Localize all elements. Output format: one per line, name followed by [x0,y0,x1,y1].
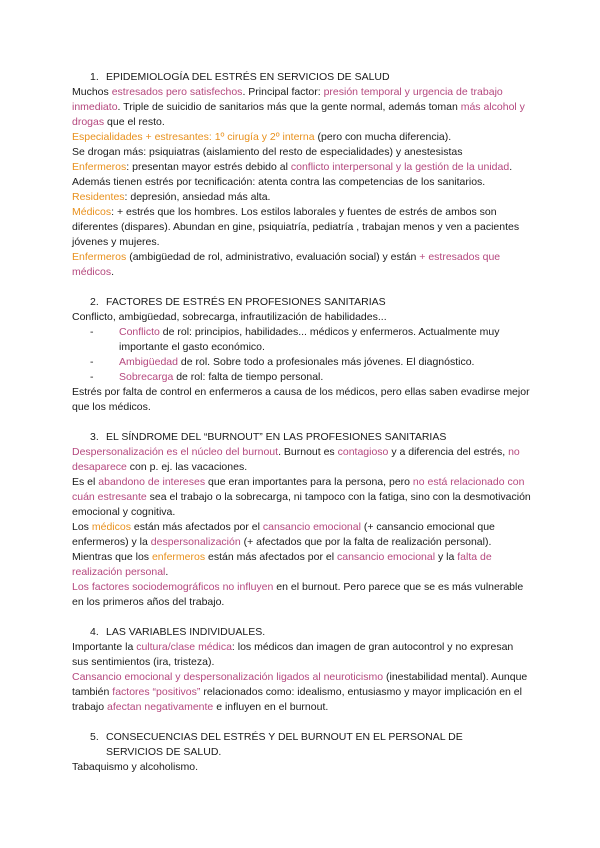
s2-intro: Conflicto, ambigüedad, sobrecarga, infrautilización de habilidades... [72,311,387,323]
s1-p1-text: que el resto. [104,116,165,128]
section-1-number: 1. [90,71,99,83]
s4-paragraph-2 [72,670,532,715]
s3-p3-label: enfermeros [151,551,208,563]
s4-paragraph-1 [72,640,532,670]
dash-bullet: - [90,356,94,368]
s4-p1-highlight: cultura/clase médica [136,641,232,653]
document-page [72,70,532,775]
list-item [72,355,532,370]
s1-p1-highlight-stressed: estresados pero satisfechos [111,86,243,98]
s1-p1-highlight-alcohol: más alcohol y drogas [72,101,525,128]
s1-p6-text: : + estrés que los hombres. Los estilos laborales y fuentes de estrés de ambos son diferentes (dispares). Abundan en gine, psiquiatría, pediatría , trabajan menos y ven a pacientes jóvenes y mujeres. [72,206,520,248]
s3-p1-text: y a diferencia del estrés, [388,446,509,458]
s4-p2-highlight: afectan negativamente [107,701,214,713]
section-2-number: 2. [90,296,99,308]
s1-p7-text: (ambigüedad de rol, administrativo, evaluación social) y están [126,251,420,263]
s1-p4-label: Enfermeros [72,161,127,173]
s1-p2-label: Especialidades + estresantes [72,131,209,143]
s4-p2-text: (inestabilidad mental). Aunque también [72,671,528,698]
s3-p3-highlight: falta de realización personal [72,551,492,578]
section-4-heading [90,625,532,640]
s3-p2-text: que eran importantes para la persona, pero [208,476,413,488]
section-1-title: EPIDEMIOLOGÍA DEL ESTRÉS EN SERVICIOS DE SALUD [106,71,390,83]
spacer [72,715,532,730]
s4-p2-text: relacionados como: idealismo, entusiasmo y mayor implicación en el trabajo [72,686,522,713]
s2-item-2-label: Ambigüedad [119,356,178,368]
list-item [72,370,532,385]
s2-list [72,325,532,385]
s1-p2-highlight: : 1º cirugía y 2º interna [208,131,315,143]
s2-item-2-text: de rol. Sobre todo a profesionales más jóvenes. El diagnóstico. [177,356,475,368]
s3-p1-highlight: Despersonalización es el núcleo del burnout [72,446,279,458]
s3-paragraph-1 [72,445,532,475]
s3-p2-text: sea el trabajo o la sobrecarga, ni tampoco con la fatiga, sino con la desmotivación emocional y cognitiva. [72,491,531,518]
s4-p2-highlight: Cansancio emocional y despersonalización ligados al neuroticismo [72,671,384,683]
s1-p4-text: : presentan mayor estrés debido al [126,161,291,173]
s3-p4-highlight: Los factores sociodemográficos no influyen [72,581,274,593]
s3-p3-highlight: cansancio emocional [337,551,436,563]
section-2-heading [90,295,532,310]
s3-p3-highlight: cansancio emocional [262,521,361,533]
s1-paragraph-2 [72,130,532,145]
section-3-number: 3. [90,431,99,443]
s1-p6-label: Médicos [72,206,112,218]
s1-paragraph-3: Se drogan más: psiquiatras (aislamiento del resto de especialidades) y anestesistas [72,146,463,158]
dash-bullet: - [90,326,94,338]
s1-p2-text: (pero con mucha diferencia). [314,131,452,143]
s2-item-3-label: Sobrecarga [119,371,174,383]
s3-p3-text: y la [435,551,458,563]
s2-item-1-text: de rol: principios, habilidades... médicos y enfermeros. Actualmente muy importante el gasto económico. [119,326,500,353]
s5-paragraph-1: Tabaquismo y alcoholismo. [72,761,199,773]
s3-p3-text: (+ afectados que por la falta de realización personal). Mientras que los [72,536,492,563]
s4-p1-text: : los médicos dan imagen de gran autocontrol y no expresan sus sentimientos (ira, tristeza). [72,641,514,668]
s1-paragraph-7 [72,250,532,280]
spacer [72,610,532,625]
s3-p2-highlight: abandono de intereses [98,476,209,488]
s1-p4-highlight: conflicto interpersonal y la gestión de la unidad [290,161,510,173]
section-3-heading [90,430,532,445]
spacer [72,415,532,430]
s4-p2-text: e influyen en el burnout. [213,701,329,713]
section-2-title: FACTORES DE ESTRÉS EN PROFESIONES SANITARIAS [106,296,386,308]
s3-p2-text: Es el [72,476,99,488]
s3-p4-text: en el burnout. Pero parece que se es más vulnerable en los primeros años del trabajo. [72,581,524,608]
section-5-number: 5. [90,731,99,743]
s2-outro: Estrés por falta de control en enfermeros a causa de los médicos, pero ellas saben evadirse mejor que los médicos. [72,386,530,413]
s3-paragraph-2 [72,475,532,520]
s1-p7-text: . [111,266,115,278]
s3-p3-label: médicos [91,521,131,533]
s4-p2-highlight: factores “positivos” [112,686,201,698]
s3-p1-highlight: no desaparece [72,446,520,473]
section-5-title: CONSECUENCIAS DEL ESTRÉS Y DEL BURNOUT EN EL PERSONAL DE SERVICIOS DE SALUD. [106,731,463,758]
s4-p1-text: Importante la [72,641,137,653]
dash-bullet: - [90,371,94,383]
section-1-heading [90,70,532,85]
s2-item-1-label: Conflicto [119,326,160,338]
s1-p4-text: . Además tienen estrés por tecnificación: atenta contra las competencias de los sanitarios. [72,161,513,188]
section-3-title: EL SÍNDROME DEL “BURNOUT” EN LAS PROFESIONES SANITARIAS [106,431,447,443]
spacer [72,280,532,295]
s1-p7-label: Enfermeros [72,251,127,263]
s1-paragraph-1 [72,85,532,130]
s1-p1-text: . Principal factor: [242,86,324,98]
s1-p1-text: Muchos [72,86,112,98]
s2-item-3-text: de rol: falta de tiempo personal. [173,371,324,383]
s3-p2-highlight: no está relacionado con cuán estresante [72,476,525,503]
section-4-number: 4. [90,626,99,638]
s1-paragraph-4 [72,160,532,190]
s3-p3-text: están más afectados por el [208,551,337,563]
s1-p7-highlight: + estresados que médicos [72,251,501,278]
s3-p3-text: Los [72,521,92,533]
s1-p5-text: : depresión, ansiedad más alta. [124,191,271,203]
s3-p3-text: están más afectados por el [130,521,263,533]
s3-p3-text: (+ cansancio emocional que enfermeros) y la [72,521,495,548]
s3-p1-text: con p. ej. las vacaciones. [126,461,248,473]
s1-p1-text: . Triple de suicidio de sanitarios más que la gente normal, además toman [117,101,461,113]
s1-paragraph-6 [72,205,532,250]
s3-p1-highlight: contagioso [337,446,389,458]
s3-p3-text: . [165,566,169,578]
section-5-heading [90,730,532,760]
s3-paragraph-4 [72,580,532,610]
s3-p1-text: . Burnout es [278,446,338,458]
section-4-title: LAS VARIABLES INDIVIDUALES. [106,626,266,638]
s1-p1-highlight-pressure: presión temporal y urgencia de trabajo inmediato [72,86,503,113]
s3-p3-highlight: despersonalización [150,536,241,548]
list-item [72,325,532,355]
s1-paragraph-5 [72,190,532,205]
s1-p5-label: Residentes [72,191,125,203]
s3-paragraph-3 [72,520,532,580]
